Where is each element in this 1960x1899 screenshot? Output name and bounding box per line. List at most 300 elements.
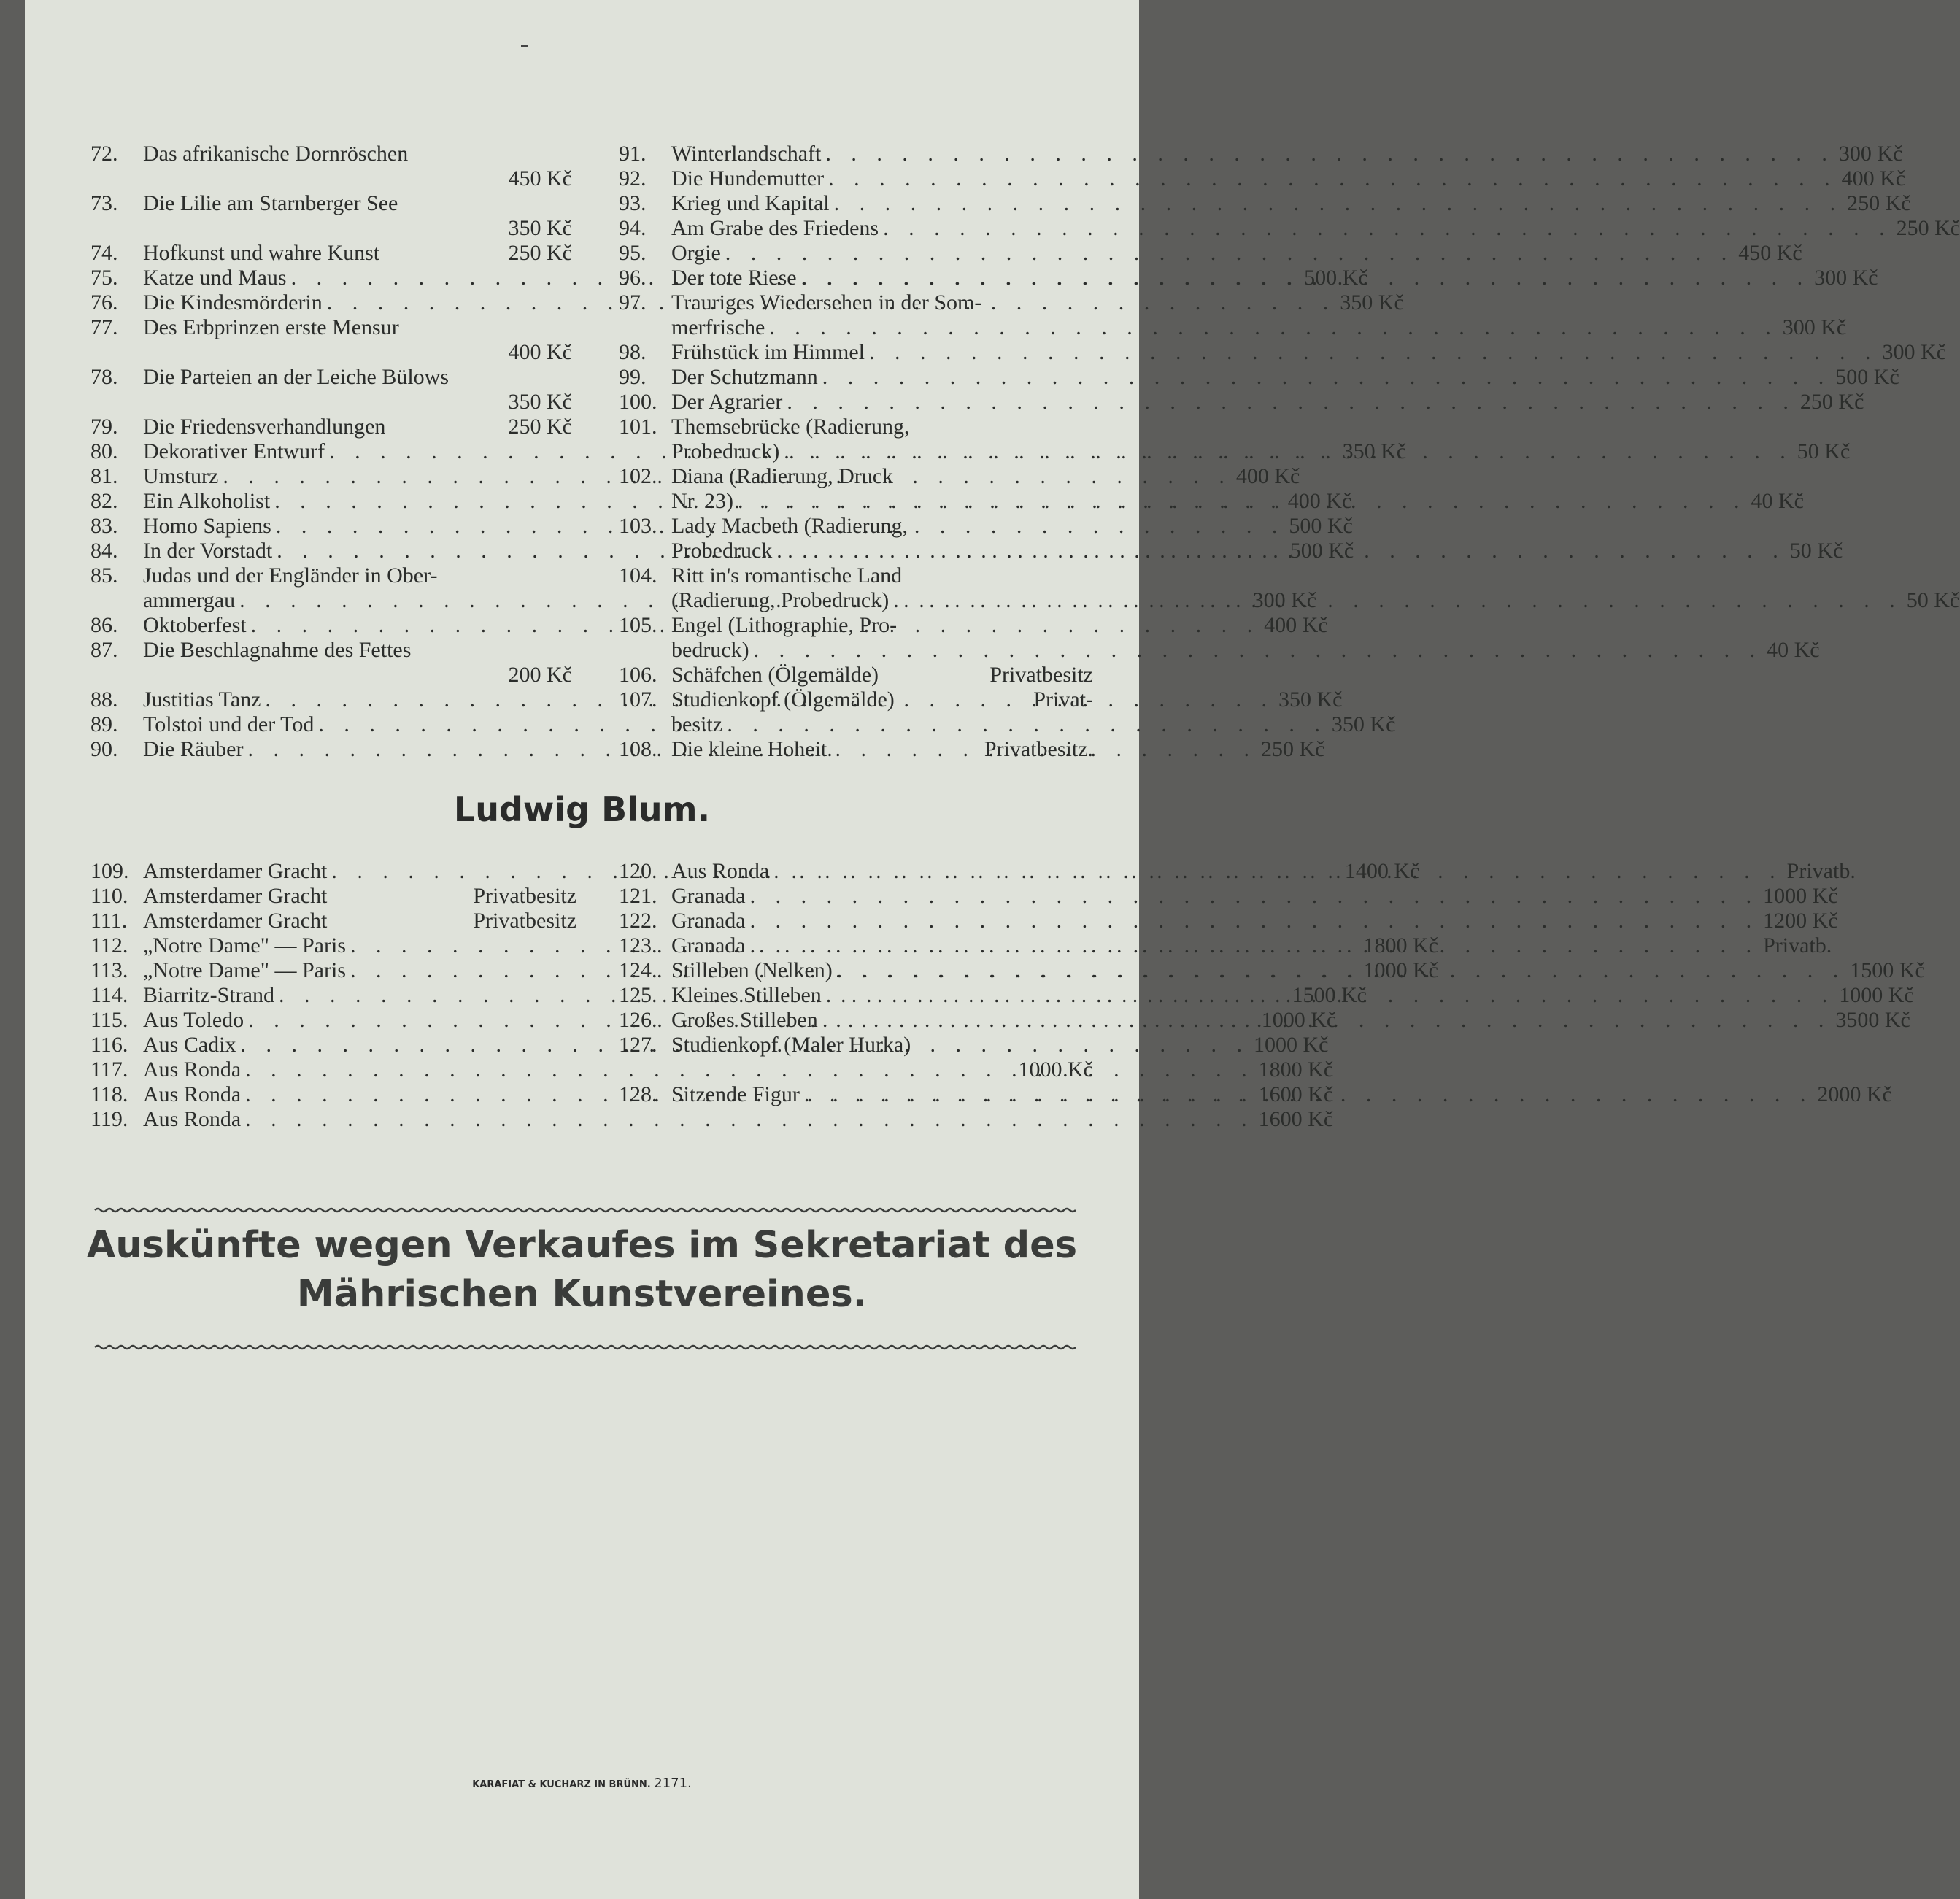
entry-number: 79.: [90, 415, 118, 439]
entry-title: Schäfchen (Ölgemälde): [671, 663, 879, 687]
entry-line: [143, 1107, 1333, 1132]
entry-line: [143, 340, 572, 365]
catalogue-entry: [90, 191, 572, 241]
catalogue-entry: [619, 663, 1093, 687]
spacer: [879, 663, 989, 687]
entry-price: 300 Kč: [1252, 588, 1317, 612]
entry-number: 86.: [90, 613, 118, 637]
entry-title: Winterlandschaft: [671, 142, 822, 166]
entry-line: [671, 415, 1850, 439]
entry-title: Die Friedensverhandlungen: [143, 415, 386, 439]
entry-price: 40 Kč: [1751, 489, 1804, 513]
entry-title: Homo Sapiens: [143, 514, 271, 538]
dot-leader: [893, 588, 1902, 613]
entry-title: Die Hundemutter: [671, 166, 825, 190]
entry-title: Die kleine Hoheit.: [671, 737, 833, 761]
entry-price: 450 Kč: [1738, 241, 1802, 265]
dot-leader: [825, 142, 1834, 166]
entry-number: 81.: [90, 464, 118, 488]
entry-price: 1200 Kč: [1763, 909, 1838, 933]
entry-number: 89.: [90, 712, 118, 736]
dot-leader: [245, 1107, 1254, 1132]
catalogue-entry: [619, 191, 1911, 216]
entry-title: Orgie: [671, 241, 721, 265]
entry-price: 200 Kč: [508, 663, 572, 687]
entry-title: Granada: [671, 933, 746, 958]
entry-title: ammergau: [143, 588, 236, 612]
catalogue-entry: [619, 1033, 1093, 1082]
entry-price: 1600 Kč: [1258, 1107, 1334, 1131]
entry-line: [671, 588, 1959, 613]
dot-leader: [769, 315, 1778, 340]
entry-price: 500 Kč: [1289, 539, 1354, 563]
entry-line: [671, 687, 1093, 712]
entry-line: [671, 563, 1959, 588]
entry-price: 400 Kč: [1264, 613, 1328, 637]
entry-number: 120.: [619, 859, 657, 883]
entry-price: 1000 Kč: [1261, 1008, 1337, 1032]
entry-price: Privatbesitz.: [984, 737, 1093, 761]
entry-price: 250 Kč: [1896, 216, 1960, 240]
entry-price: 50 Kč: [1906, 588, 1960, 612]
entry-line: [671, 663, 1093, 687]
entry-number: 116.: [90, 1033, 128, 1057]
entry-title: „Notre Dame" — Paris: [143, 933, 346, 958]
entry-price: 250 Kč: [508, 241, 572, 265]
dot-leader: [804, 1082, 1813, 1107]
sales-notice: [25, 1221, 1139, 1319]
catalogue-entry: [90, 365, 572, 415]
entry-number: 88.: [90, 687, 118, 712]
dot-leader: [773, 859, 1783, 884]
spacer: [833, 737, 984, 762]
entry-price: Privat-: [1033, 687, 1093, 712]
entry-line: [671, 390, 1864, 415]
entry-title: „Notre Dame" — Paris: [143, 958, 346, 982]
entry-title: Die Lilie am Starnberger See: [143, 191, 398, 215]
dot-leader: [801, 266, 1810, 290]
entry-price: 250 Kč: [508, 415, 572, 439]
entry-price: Privatbesitz: [473, 909, 576, 933]
entry-line: [143, 241, 572, 266]
entry-title: Sitzende Figur: [671, 1082, 800, 1106]
artist-heading: Ludwig Blum.: [453, 790, 711, 829]
entry-number: 82.: [90, 489, 118, 513]
entry-number: 100.: [619, 390, 657, 414]
entry-line: [143, 415, 572, 439]
entry-line: [671, 884, 1838, 909]
entry-line: [671, 1008, 1910, 1033]
entry-number: 113.: [90, 958, 128, 982]
entry-title: Katze und Maus: [143, 266, 287, 290]
entry-number: 77.: [90, 315, 118, 339]
dot-leader: [776, 539, 1786, 563]
entry-line: [671, 489, 1804, 514]
entry-number: 96.: [619, 266, 647, 290]
entry-title: Hofkunst und wahre Kunst: [143, 241, 380, 265]
entry-line: [143, 909, 576, 933]
notice-line-2: Mährischen Kunstvereines.: [296, 1273, 868, 1316]
spacer: [143, 340, 509, 365]
dot-leader: [738, 489, 1747, 514]
catalogue-entry: [90, 315, 572, 365]
wavy-rule-top: [95, 1206, 1073, 1214]
entry-number: 108.: [619, 737, 657, 761]
entry-line: [671, 638, 1820, 663]
entry-title: Aus Ronda: [671, 859, 770, 883]
entry-price: 1600 Kč: [1258, 1082, 1334, 1106]
catalogue-entry: [90, 909, 576, 933]
entry-price: 500 Kč: [1835, 365, 1899, 389]
entry-price: 50 Kč: [1789, 539, 1843, 563]
entry-title: Lady Macbeth (Radierung,: [671, 514, 908, 538]
entry-title: Frühstück im Himmel: [671, 340, 865, 364]
entry-number: 104.: [619, 563, 657, 588]
entry-title: Diana (Radierung, Druck: [671, 464, 894, 488]
entry-price: 1000 Kč: [1839, 983, 1914, 1007]
entry-price: 1800 Kč: [1363, 933, 1438, 958]
entry-title: besitz: [671, 712, 722, 736]
entry-price: Privatb.: [1763, 933, 1832, 958]
catalogue-entry: [619, 340, 1946, 365]
wavy-rule-bottom: [95, 1343, 1073, 1352]
entry-number: 109.: [90, 859, 129, 883]
entry-number: 121.: [619, 884, 657, 908]
entry-price: Privatbesitz: [473, 884, 576, 908]
entry-title: Trauriges Wiedersehen in der Som-: [671, 290, 982, 315]
entry-price: 1000 Kč: [1018, 1058, 1093, 1082]
entry-line: [143, 365, 572, 390]
entry-title: Der Agrarier: [671, 390, 783, 414]
dot-leader: [869, 340, 1878, 365]
entry-number: 118.: [90, 1082, 128, 1106]
spacer: [327, 909, 473, 933]
catalogue-entry: [90, 415, 572, 439]
entry-line: [143, 166, 572, 191]
spacer: [143, 216, 509, 241]
entry-line: [671, 464, 1804, 489]
entry-title: Großes Stilleben: [671, 1008, 818, 1032]
paper-sheet: [25, 0, 1960, 1899]
catalogue-entry: [90, 884, 576, 909]
entry-price: 500 Kč: [1304, 266, 1368, 290]
entry-line: [671, 166, 1905, 191]
entry-number: 93.: [619, 191, 647, 215]
entry-price: 1000 Kč: [1254, 1033, 1329, 1057]
entry-title: Aus Ronda: [143, 1107, 242, 1131]
entry-title: Aus Cadix: [143, 1033, 236, 1057]
entry-title: Aus Ronda: [143, 1058, 242, 1082]
spacer: [379, 241, 508, 266]
dot-leader: [834, 191, 1843, 216]
entry-line: [671, 191, 1911, 216]
entry-title: Studienkopf (Ölgemälde): [671, 687, 895, 712]
entry-number: 85.: [90, 563, 118, 588]
dot-leader: [750, 933, 1759, 958]
entry-number: 119.: [90, 1107, 128, 1131]
entry-number: 75.: [90, 266, 118, 290]
entry-number: 92.: [619, 166, 647, 190]
catalogue-entry: [619, 365, 1899, 390]
entry-number: 72.: [90, 142, 118, 166]
entry-number: 126.: [619, 1008, 657, 1032]
entry-number: 80.: [90, 439, 118, 463]
entry-title: Die Räuber: [143, 737, 244, 761]
spacer: [327, 884, 473, 909]
entry-line: [671, 613, 1820, 638]
entry-number: 114.: [90, 983, 128, 1007]
entry-title: Tolstoi und der Tod: [143, 712, 315, 736]
entry-line: [671, 712, 1093, 737]
entry-number: 124.: [619, 958, 657, 982]
entry-number: 105.: [619, 613, 657, 637]
catalogue-entry: [90, 638, 572, 687]
entry-price: 2000 Kč: [1817, 1082, 1892, 1106]
entry-number: 87.: [90, 638, 118, 662]
entry-number: 107.: [619, 687, 657, 712]
entry-price: Privatbesitz: [989, 663, 1093, 687]
entry-number: 122.: [619, 909, 657, 933]
dot-leader: [837, 958, 1846, 983]
dot-leader: [750, 909, 1759, 933]
entry-line: [143, 884, 576, 909]
print-number: 2171.: [654, 1776, 692, 1791]
entry-price: 350 Kč: [508, 216, 572, 240]
spacer: [143, 390, 509, 415]
entry-line: [671, 514, 1843, 539]
entry-line: [671, 365, 1899, 390]
dot-leader: [750, 884, 1759, 909]
entry-title: Oktoberfest: [143, 613, 247, 637]
entry-price: 1400 Kč: [1344, 859, 1420, 883]
entry-title: Probedruck: [671, 539, 773, 563]
entry-title: Die Kindesmörderin: [143, 290, 323, 315]
entry-line: [143, 142, 572, 166]
entry-title: Das afrikanische Dornröschen: [143, 142, 409, 166]
entry-line: [671, 241, 1802, 266]
entry-line: [671, 340, 1946, 365]
entry-line: [143, 663, 572, 687]
entry-number: 73.: [90, 191, 118, 215]
entry-price: 350 Kč: [508, 390, 572, 414]
entry-number: 84.: [90, 539, 118, 563]
entry-price: 250 Kč: [1847, 191, 1911, 215]
dot-leader: [826, 983, 1835, 1008]
entry-price: 300 Kč: [1814, 266, 1878, 290]
entry-number: 76.: [90, 290, 118, 315]
entry-price: 1000 Kč: [1763, 884, 1838, 908]
dot-leader: [828, 166, 1837, 191]
entry-number: 95.: [619, 241, 647, 265]
dot-leader: [754, 638, 1763, 663]
entry-number: 128.: [619, 1082, 657, 1106]
entry-title: Die Beschlagnahme des Fettes: [143, 638, 412, 662]
entry-line: [671, 859, 1856, 884]
catalogue-entry: [619, 216, 1960, 241]
entry-number: 112.: [90, 933, 128, 958]
entry-line: [671, 909, 1838, 933]
catalogue-entry: [619, 142, 1903, 166]
entry-title: Engel (Lithographie, Pro-: [671, 613, 898, 637]
entry-title: Nr. 23): [671, 489, 733, 513]
entry-line: [143, 216, 572, 241]
entry-price: 250 Kč: [1799, 390, 1864, 414]
entry-line: [143, 191, 572, 216]
spacer: [895, 687, 1034, 712]
entry-title: Umsturz: [143, 464, 219, 488]
catalogue-entry: [619, 166, 1906, 191]
entry-line: [671, 1082, 1892, 1107]
entry-title: Biarritz-Strand: [143, 983, 274, 1007]
entry-price: 1800 Kč: [1258, 1058, 1334, 1082]
entry-price: 450 Kč: [508, 166, 572, 190]
entry-price: 1500 Kč: [1850, 958, 1925, 982]
entry-line: [671, 737, 1093, 762]
entry-number: 83.: [90, 514, 118, 538]
catalogue-entry: [90, 241, 572, 266]
entry-price: 300 Kč: [1782, 315, 1847, 339]
catalogue-entry: [90, 142, 572, 191]
entry-title: Studienkopf (Maler Hurka): [671, 1033, 911, 1057]
catalogue-entry: [90, 1107, 1334, 1132]
entry-title: Probedruck): [671, 439, 780, 463]
entry-title: Des Erbprinzen erste Mensur: [143, 315, 399, 339]
entry-title: (Radierung, Probedruck): [671, 588, 890, 612]
entry-title: Aus Ronda: [143, 1082, 242, 1106]
entry-price: 350 Kč: [1340, 290, 1404, 315]
entry-title: Amsterdamer Gracht: [143, 859, 328, 883]
catalogue-entry: [619, 390, 1864, 415]
catalogue-entry: [619, 909, 1838, 933]
dot-leader: [787, 390, 1796, 415]
entry-price: 3500 Kč: [1835, 1008, 1910, 1032]
entry-title: Stilleben (Nelken): [671, 958, 833, 982]
entry-title: Judas und der Engländer in Ober-: [143, 563, 438, 588]
entry-number: 78.: [90, 365, 118, 389]
entry-number: 115.: [90, 1008, 128, 1032]
spacer: [385, 415, 508, 439]
entry-number: 127.: [619, 1033, 657, 1057]
entry-title: Die Parteien an der Leiche Bülows: [143, 365, 450, 389]
printer-name: KARAFIAT & KUCHARZ IN BRÜNN.: [472, 1779, 651, 1790]
entry-price: 400 Kč: [1235, 464, 1300, 488]
entry-price: 300 Kč: [1882, 340, 1946, 364]
entry-number: 102.: [619, 464, 657, 488]
entry-price: 400 Kč: [508, 340, 572, 364]
entry-line: [671, 142, 1902, 166]
spacer: [143, 663, 509, 687]
entry-line: [671, 1058, 1093, 1082]
dot-leader: [822, 365, 1832, 390]
entry-title: Themsebrücke (Radierung,: [671, 415, 910, 439]
entry-title: merfrische: [671, 315, 765, 339]
spacer: [671, 1058, 1019, 1082]
entry-price: Privatb.: [1786, 859, 1856, 883]
entry-title: Granada: [671, 909, 746, 933]
entry-title: Der tote Riese: [671, 266, 797, 290]
entry-number: 103.: [619, 514, 657, 538]
entry-title: Der Schutzmann: [671, 365, 818, 389]
entry-title: Am Grabe des Friedens: [671, 216, 879, 240]
entry-title: Ein Alkoholist: [143, 489, 271, 513]
entry-price: 400 Kč: [1287, 489, 1352, 513]
entry-title: Ritt in's romantische Land: [671, 563, 903, 588]
entry-line: [671, 1033, 1093, 1058]
entry-title: Krieg und Kapital: [671, 191, 830, 215]
entry-title: In der Vorstadt: [143, 539, 273, 563]
entry-number: 98.: [619, 340, 647, 364]
entry-price: 350 Kč: [1331, 712, 1396, 736]
entry-number: 123.: [619, 933, 657, 958]
ink-mark: [521, 45, 528, 47]
entry-price: 40 Kč: [1767, 638, 1820, 662]
entry-number: 99.: [619, 365, 647, 389]
entry-title: Aus Toledo: [143, 1008, 244, 1032]
entry-price: 1500 Kč: [1292, 983, 1367, 1007]
entry-number: 74.: [90, 241, 118, 265]
entry-number: 90.: [90, 737, 118, 761]
entry-line: [671, 439, 1850, 464]
entry-number: 101.: [619, 415, 657, 439]
entry-line: [143, 390, 572, 415]
dot-leader: [883, 216, 1892, 241]
dot-leader: [822, 1008, 1832, 1033]
entry-price: 1000 Kč: [1363, 958, 1438, 982]
catalogue-entry: [619, 687, 1093, 737]
entry-line: [671, 983, 1914, 1008]
notice-line-1: Auskünfte wegen Verkaufes im Sekretariat des: [86, 1224, 1078, 1267]
entry-number: 97.: [619, 290, 647, 315]
entry-line: [671, 216, 1960, 241]
entry-line: [143, 638, 572, 663]
entry-price: 350 Kč: [1278, 687, 1343, 712]
entry-number: 106.: [619, 663, 657, 687]
entry-line: [143, 315, 572, 340]
catalogue-entry: [619, 737, 1093, 762]
dot-leader: [725, 241, 1735, 266]
entry-number: 125.: [619, 983, 657, 1007]
entry-line: [671, 933, 1832, 958]
entry-title: Granada: [671, 884, 746, 908]
entry-title: Dekorativer Entwurf: [143, 439, 325, 463]
entry-line: [671, 266, 1878, 290]
entry-price: 400 Kč: [1841, 166, 1906, 190]
entry-price: 350 Kč: [1342, 439, 1407, 463]
entry-line: [671, 958, 1925, 983]
entry-line: [671, 539, 1843, 563]
entry-number: 117.: [90, 1058, 128, 1082]
entry-title: Amsterdamer Gracht: [143, 909, 328, 933]
entry-price: 250 Kč: [1260, 737, 1325, 761]
catalogue-entry: [619, 241, 1802, 266]
spacer: [143, 166, 509, 191]
entry-number: 111.: [90, 909, 128, 933]
dot-leader: [784, 439, 1793, 464]
entry-title: bedruck): [671, 638, 749, 662]
entry-title: Justitias Tanz: [143, 687, 261, 712]
entry-number: 91.: [619, 142, 647, 166]
entry-price: 500 Kč: [1289, 514, 1353, 538]
printer-imprint: [25, 1776, 1139, 1791]
entry-title: Kleines Stilleben: [671, 983, 822, 1007]
entry-number: 110.: [90, 884, 128, 908]
entry-title: Amsterdamer Gracht: [143, 884, 328, 908]
catalogue-entry: [619, 884, 1838, 909]
entry-price: 50 Kč: [1797, 439, 1851, 463]
entry-price: 300 Kč: [1838, 142, 1903, 166]
entry-line: [671, 315, 1846, 340]
entry-number: 94.: [619, 216, 647, 240]
